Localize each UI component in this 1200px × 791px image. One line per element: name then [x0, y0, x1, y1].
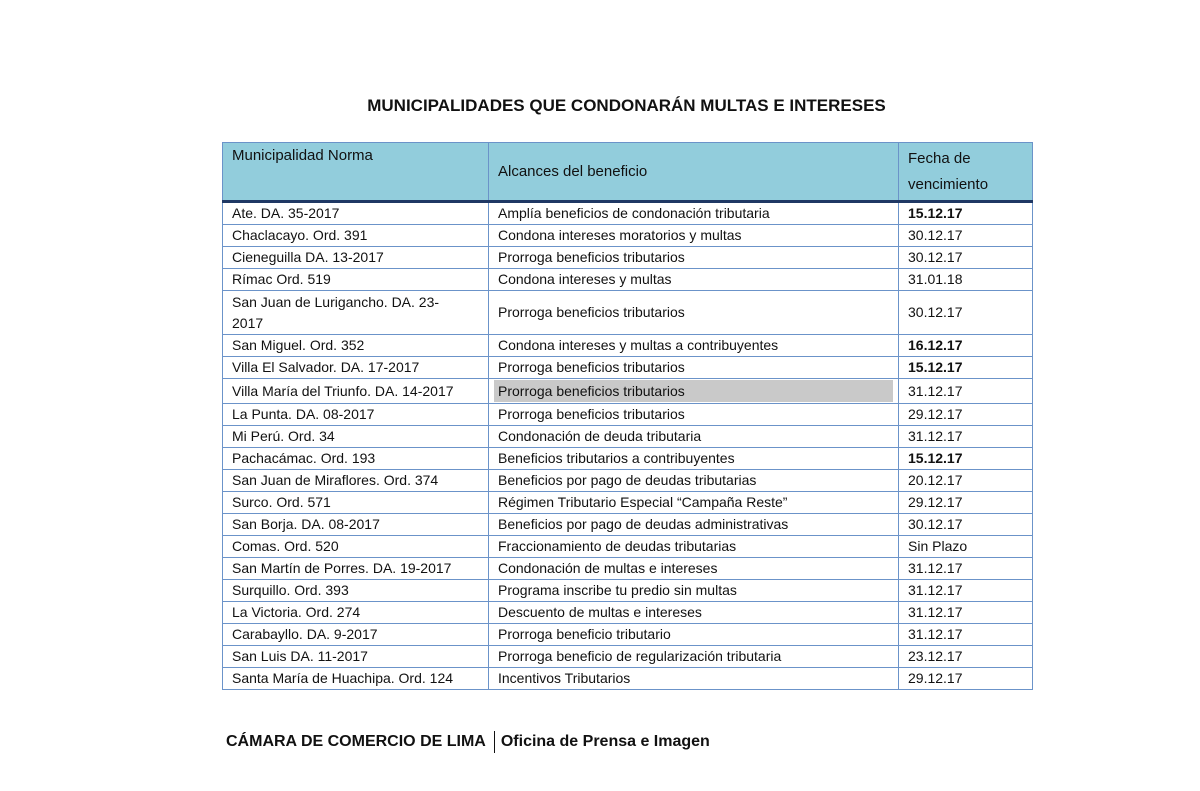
header-fecha-line1: Fecha de	[908, 149, 971, 167]
table-row	[223, 269, 1033, 291]
cell-alcance: Prorroga beneficios tributarios	[489, 291, 899, 335]
cell-alcance	[489, 379, 899, 404]
cell-municipalidad: San Borja. DA. 08-2017	[223, 514, 489, 536]
cell-fecha: 29.12.17	[899, 492, 1033, 514]
cell-municipalidad: San Juan de Miraflores. Ord. 374	[223, 470, 489, 492]
document-title: MUNICIPALIDADES QUE CONDONARÁN MULTAS E INTERESES	[367, 96, 886, 115]
highlighted-text: Prorroga beneficios tributarios	[494, 380, 893, 402]
cell-alcance: Condonación de deuda tributaria	[489, 426, 899, 448]
cell-fecha: 31.12.17	[899, 580, 1033, 602]
cell-alcance: Condonación de multas e intereses	[489, 558, 899, 580]
table-row	[223, 426, 1033, 448]
cell-fecha: 31.01.18	[899, 269, 1033, 291]
footer	[226, 731, 710, 753]
cell-fecha: Sin Plazo	[899, 536, 1033, 558]
table-row	[223, 514, 1033, 536]
cell-alcance: Beneficios tributarios a contribuyentes	[489, 448, 899, 470]
header-municipalidad: Municipalidad Norma	[223, 143, 489, 202]
cell-fecha: 31.12.17	[899, 558, 1033, 580]
header-fecha-line2: vencimiento	[908, 175, 989, 193]
cell-municipalidad: San Miguel. Ord. 352	[223, 335, 489, 357]
cell-fecha: 15.12.17	[899, 448, 1033, 470]
table-row	[223, 646, 1033, 668]
table-row	[223, 492, 1033, 514]
cell-municipalidad: Villa María del Triunfo. DA. 14-2017	[223, 379, 489, 404]
table-row	[223, 335, 1033, 357]
cell-municipalidad-line2: 2017	[232, 314, 264, 331]
cell-fecha: 31.12.17	[899, 602, 1033, 624]
table-body	[223, 202, 1033, 690]
cell-fecha: 30.12.17	[899, 225, 1033, 247]
cell-municipalidad: San Luis DA. 11-2017	[223, 646, 489, 668]
cell-municipalidad: Cieneguilla DA. 13-2017	[223, 247, 489, 269]
cell-fecha: 30.12.17	[899, 291, 1033, 335]
cell-municipalidad: Pachacámac. Ord. 193	[223, 448, 489, 470]
table-row	[223, 202, 1033, 225]
cell-fecha: 23.12.17	[899, 646, 1033, 668]
cell-alcance: Beneficios por pago de deudas administrativas	[489, 514, 899, 536]
cell-municipalidad: San Martín de Porres. DA. 19-2017	[223, 558, 489, 580]
header-fecha	[899, 143, 1033, 202]
table-row	[223, 624, 1033, 646]
cell-alcance: Descuento de multas e intereses	[489, 602, 899, 624]
cell-fecha: 31.12.17	[899, 624, 1033, 646]
cell-fecha: 31.12.17	[899, 379, 1033, 404]
cell-alcance: Régimen Tributario Especial “Campaña Reste”	[489, 492, 899, 514]
cell-alcance: Prorroga beneficios tributarios	[489, 247, 899, 269]
cell-fecha: 30.12.17	[899, 247, 1033, 269]
cell-alcance: Condona intereses y multas	[489, 269, 899, 291]
cell-fecha: 16.12.17	[899, 335, 1033, 357]
cell-municipalidad: Ate. DA. 35-2017	[223, 202, 489, 225]
table-row	[223, 357, 1033, 379]
table-header-row	[223, 143, 1033, 202]
table-row	[223, 668, 1033, 690]
footer-dept: Oficina de Prensa e Imagen	[500, 733, 710, 751]
cell-fecha: 15.12.17	[899, 357, 1033, 379]
cell-municipalidad: Chaclacayo. Ord. 391	[223, 225, 489, 247]
cell-alcance: Prorroga beneficio tributario	[489, 624, 899, 646]
footer-separator	[494, 731, 495, 753]
table-row	[223, 602, 1033, 624]
cell-municipalidad: Surquillo. Ord. 393	[223, 580, 489, 602]
cell-alcance: Prorroga beneficios tributarios	[489, 357, 899, 379]
cell-municipalidad: La Punta. DA. 08-2017	[223, 404, 489, 426]
cell-alcance: Incentivos Tributarios	[489, 668, 899, 690]
table-row	[223, 580, 1033, 602]
cell-alcance: Condona intereses y multas a contribuyentes	[489, 335, 899, 357]
cell-municipalidad-line1: San Juan de Lurigancho. DA. 23-	[232, 293, 440, 310]
cell-municipalidad: La Victoria. Ord. 274	[223, 602, 489, 624]
cell-municipalidad: Comas. Ord. 520	[223, 536, 489, 558]
cell-fecha: 29.12.17	[899, 404, 1033, 426]
footer-org: CÁMARA DE COMERCIO DE LIMA	[226, 733, 486, 751]
cell-fecha: 29.12.17	[899, 668, 1033, 690]
cell-alcance: Fraccionamiento de deudas tributarias	[489, 536, 899, 558]
table-row	[223, 536, 1033, 558]
cell-municipalidad: Carabayllo. DA. 9-2017	[223, 624, 489, 646]
cell-municipalidad: Rímac Ord. 519	[223, 269, 489, 291]
table-row	[223, 470, 1033, 492]
cell-alcance: Programa inscribe tu predio sin multas	[489, 580, 899, 602]
cell-municipalidad: Mi Perú. Ord. 34	[223, 426, 489, 448]
header-alcances: Alcances del beneficio	[489, 143, 899, 202]
table-row	[223, 225, 1033, 247]
cell-municipalidad: Villa El Salvador. DA. 17-2017	[223, 357, 489, 379]
cell-fecha: 15.12.17	[899, 202, 1033, 225]
table-row	[223, 291, 1033, 335]
cell-municipalidad: Santa María de Huachipa. Ord. 124	[223, 668, 489, 690]
table-row	[223, 379, 1033, 404]
cell-alcance: Condona intereses moratorios y multas	[489, 225, 899, 247]
cell-municipalidad: Surco. Ord. 571	[223, 492, 489, 514]
cell-alcance: Beneficios por pago de deudas tributarias	[489, 470, 899, 492]
table-row	[223, 247, 1033, 269]
table-row	[223, 404, 1033, 426]
cell-fecha: 20.12.17	[899, 470, 1033, 492]
cell-fecha: 31.12.17	[899, 426, 1033, 448]
cell-alcance: Prorroga beneficio de regularización tributaria	[489, 646, 899, 668]
municipalities-table	[222, 142, 1033, 690]
table-row	[223, 558, 1033, 580]
table-row	[223, 448, 1033, 470]
cell-fecha: 30.12.17	[899, 514, 1033, 536]
cell-alcance: Prorroga beneficios tributarios	[489, 404, 899, 426]
cell-alcance: Amplía beneficios de condonación tributaria	[489, 202, 899, 225]
cell-municipalidad	[223, 291, 489, 335]
